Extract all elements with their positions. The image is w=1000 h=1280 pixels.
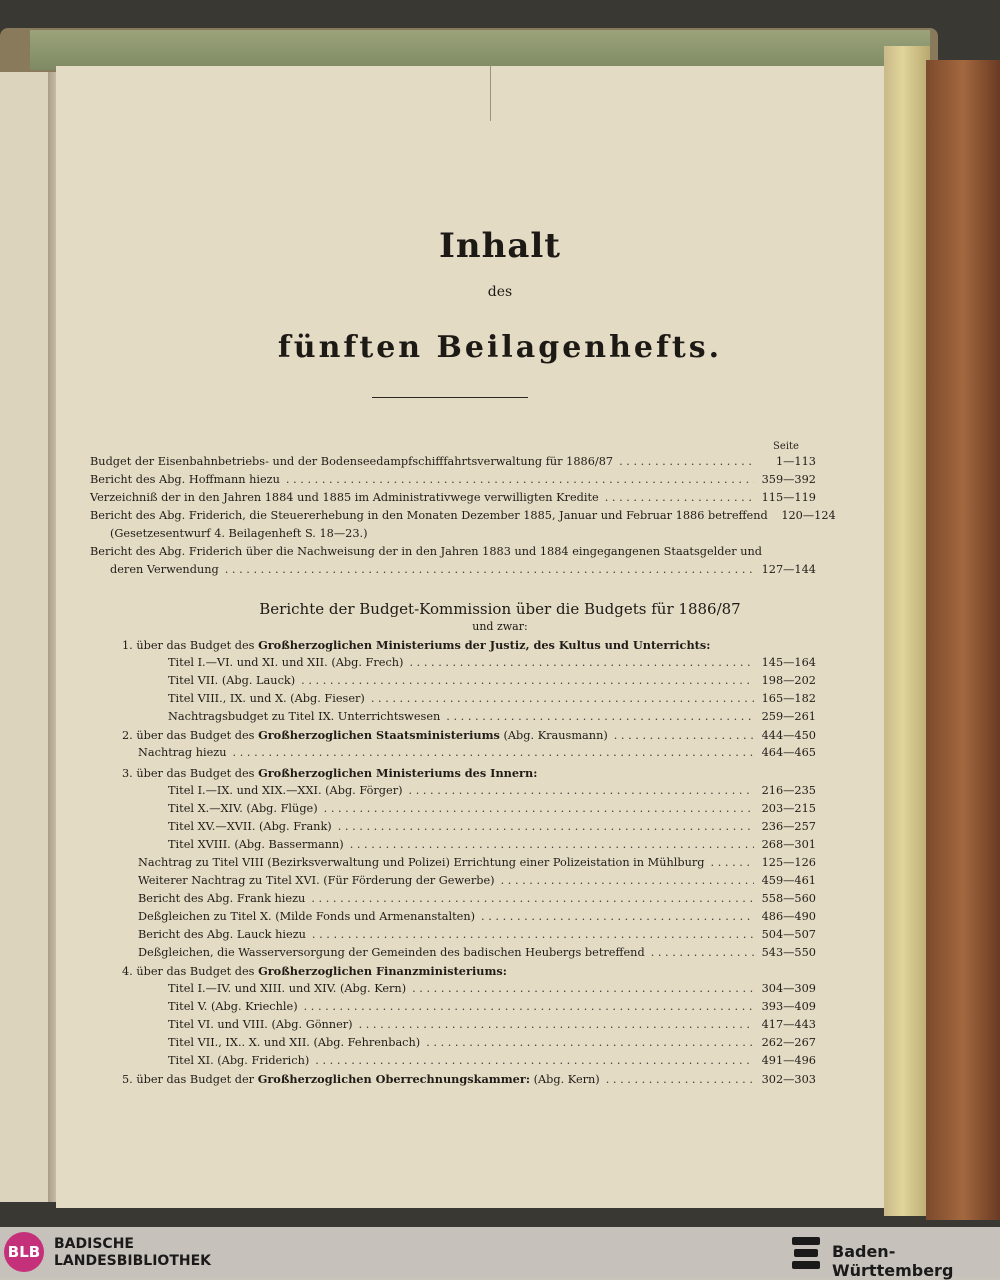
entry-pages: 359—392: [761, 473, 816, 486]
entry-label: Bericht des Abg. Friderich, die Steuererhebung in den Monaten Dezember 1885, Januar und Februar 1886 betreffend: [90, 509, 768, 522]
toc-subentry: [168, 1018, 816, 1035]
entry-pages: 203—215: [761, 802, 816, 815]
library-name-line1: BADISCHE: [54, 1236, 134, 1252]
library-name-line2: LANDESBIBLIOTHEK: [54, 1253, 212, 1269]
toc-subentry: [168, 656, 816, 673]
entry-label: Titel VII., IX.. X. und XII. (Abg. Fehrenbach): [168, 1036, 421, 1049]
entry-pages: 486—490: [761, 910, 816, 923]
entry-label: Verzeichniß der in den Jahren 1884 und 1885 im Administrativwege verwilligten Kredite: [90, 491, 599, 504]
toc-entry: [90, 491, 816, 508]
baden-wuerttemberg-lions-icon: [790, 1234, 822, 1272]
entry-label: Titel VIII., IX. und X. (Abg. Fieser): [168, 692, 365, 705]
leader-dots: [614, 729, 754, 742]
leader-dots: [481, 910, 754, 923]
toc-subentry: [168, 1000, 816, 1017]
leader-dots: [311, 892, 754, 905]
entry-label-part: 1. über das Budget des: [122, 639, 255, 652]
entry-label: Titel I.—VI. und XI. und XII. (Abg. Frech): [168, 656, 404, 669]
leader-dots: [312, 928, 754, 941]
entry-pages: 304—309: [761, 982, 816, 995]
toc-subentry: [168, 1054, 816, 1071]
entry-label: Nachtrag hiezu: [138, 746, 227, 759]
entry-pages: 543—550: [761, 946, 816, 959]
group-heading: [122, 1072, 816, 1089]
toc-entry: [90, 545, 816, 562]
toc-subentry: [168, 674, 816, 691]
entry-pages: 236—257: [761, 820, 816, 833]
toc-entry: [90, 455, 816, 472]
entry-pages: 127—144: [761, 563, 816, 576]
page-fold-line: [490, 66, 491, 121]
section-subheading: und zwar:: [472, 620, 528, 633]
state-name: Baden-Württemberg: [832, 1242, 954, 1280]
entry-label-bold: Großherzoglichen Staatsministeriums: [258, 728, 500, 742]
entry-label-bold: Großherzoglichen Ministeriums des Innern:: [258, 766, 538, 780]
leader-dots: [501, 874, 754, 887]
toc-subentry: [138, 874, 816, 891]
toc-subentry: [138, 746, 816, 763]
leader-dots: [619, 455, 754, 468]
entry-label: [122, 766, 537, 780]
title-connector: des: [487, 284, 513, 300]
entry-pages: 198—202: [761, 674, 816, 687]
entry-label: Bericht des Abg. Friderich über die Nachweisung der in den Jahren 1883 und 1884 eingegangenen Staatsgelder und: [90, 545, 762, 558]
leader-dots: [412, 982, 754, 995]
leader-dots: [315, 1054, 754, 1067]
entry-label: Titel I.—IV. und XIII. und XIV. (Abg. Kern): [168, 982, 407, 995]
entry-pages: 459—461: [761, 874, 816, 887]
entry-label-part: (Abg. Krausmann): [503, 729, 608, 742]
entry-pages: 115—119: [761, 491, 816, 504]
entry-label: Titel VII. (Abg. Lauck): [168, 674, 296, 687]
entry-label: Titel XV.—XVII. (Abg. Frank): [168, 820, 332, 833]
page-column-header: Seite: [773, 441, 799, 452]
entry-label-bold: Großherzoglichen Oberrechnungskammer:: [257, 1072, 530, 1086]
leader-dots: [711, 856, 754, 869]
entry-label-bold: Großherzoglichen Ministeriums der Justiz, des Kultus und Unterrichts:: [258, 638, 711, 652]
toc-subentry: [168, 692, 816, 709]
entry-label: Deßgleichen, die Wasserversorgung der Gemeinden des badischen Heubergs betreffend: [138, 946, 645, 959]
page-title: Inhalt: [439, 226, 561, 266]
leader-dots: [426, 1036, 754, 1049]
entry-label: Budget der Eisenbahnbetriebs- und der Bodenseedampfschifffahrtsverwaltung für 1886/87: [90, 455, 614, 468]
leader-dots: [225, 563, 754, 576]
leader-dots: [409, 784, 754, 797]
entry-pages: 558—560: [761, 892, 816, 905]
leader-dots: [286, 473, 754, 486]
page-edge-top: [30, 30, 930, 70]
toc-entry: [110, 563, 816, 580]
toc-subentry: [168, 820, 816, 837]
toc-subentry: [168, 802, 816, 819]
entry-label: [122, 964, 507, 978]
leader-dots: [605, 491, 754, 504]
entry-label-part: 4. über das Budget des: [122, 965, 255, 978]
leader-dots: [233, 746, 754, 759]
leader-dots: [301, 674, 754, 687]
leader-dots: [350, 838, 754, 851]
entry-pages: 464—465: [761, 746, 816, 759]
entry-pages: 302—303: [761, 1073, 816, 1086]
entry-label: Weiterer Nachtrag zu Titel XVI. (Für Förderung der Gewerbe): [138, 874, 495, 887]
entry-label: [122, 638, 710, 652]
leader-dots: [606, 1073, 754, 1086]
group-heading: [122, 728, 816, 745]
group-heading: [122, 964, 816, 981]
entry-pages: 165—182: [761, 692, 816, 705]
group-heading: [122, 638, 816, 655]
entry-pages: 120—124: [781, 509, 836, 522]
leader-dots: [304, 1000, 754, 1013]
entry-label: Titel V. (Abg. Kriechle): [168, 1000, 298, 1013]
entry-label: [122, 1072, 600, 1086]
blb-logo[interactable]: BLB: [4, 1232, 44, 1272]
entry-label: Titel XI. (Abg. Friderich): [168, 1054, 310, 1067]
toc-subentry: [168, 1036, 816, 1053]
entry-label: [122, 728, 608, 742]
entry-label: Deßgleichen zu Titel X. (Milde Fonds und Armenanstalten): [138, 910, 476, 923]
entry-pages: 444—450: [761, 729, 816, 742]
entry-pages: 125—126: [761, 856, 816, 869]
entry-label-part: 5. über das Budget der: [122, 1073, 255, 1086]
title-divider: [372, 397, 528, 398]
entry-pages: 262—267: [761, 1036, 816, 1049]
entry-label-part: (Abg. Kern): [533, 1073, 600, 1086]
toc-subentry: [168, 784, 816, 801]
toc-subentry: [168, 838, 816, 855]
toc-entry-continuation: (Gesetzesentwurf 4. Beilagenheft S. 18—23.): [110, 527, 368, 540]
toc-entry: [90, 473, 816, 490]
toc-subentry: [138, 910, 816, 927]
entry-label-part: 3. über das Budget des: [122, 767, 255, 780]
entry-label: Nachtrag zu Titel VIII (Bezirksverwaltung und Polizei) Errichtung einer Polizeistation in Mühlburg: [138, 856, 705, 869]
entry-pages: 504—507: [761, 928, 816, 941]
page-subtitle: fünften Beilagenhefts.: [277, 330, 723, 365]
toc-subentry: [138, 928, 816, 945]
entry-label: Bericht des Abg. Frank hiezu: [138, 892, 306, 905]
entry-label: Titel VI. und VIII. (Abg. Gönner): [168, 1018, 353, 1031]
entry-label: Bericht des Abg. Lauck hiezu: [138, 928, 306, 941]
toc-subentry: [168, 982, 816, 999]
entry-label: Titel I.—IX. und XIX.—XXI. (Abg. Förger): [168, 784, 403, 797]
group-heading: [122, 766, 816, 783]
entry-label: Titel X.—XIV. (Abg. Flüge): [168, 802, 318, 815]
leader-dots: [359, 1018, 754, 1031]
leader-dots: [409, 656, 754, 669]
entry-label-part: 2. über das Budget des: [122, 729, 255, 742]
entry-label: deren Verwendung: [110, 563, 219, 576]
entry-pages: 393—409: [761, 1000, 816, 1013]
entry-pages: 268—301: [761, 838, 816, 851]
entry-pages: 1—113: [775, 455, 816, 468]
toc-subentry: [138, 892, 816, 909]
toc-subentry: [168, 710, 816, 727]
toc-subentry: [138, 856, 816, 873]
toc-entry: [90, 509, 836, 526]
entry-pages: 417—443: [761, 1018, 816, 1031]
entry-label: Nachtragsbudget zu Titel IX. Unterrichtswesen: [168, 710, 441, 723]
section-heading: Berichte der Budget-Kommission über die Budgets für 1886/87: [259, 600, 741, 618]
toc-subentry: [138, 946, 816, 963]
leader-dots: [371, 692, 754, 705]
leader-dots: [446, 710, 754, 723]
entry-pages: 216—235: [761, 784, 816, 797]
entry-label-bold: Großherzoglichen Finanzministeriums:: [258, 964, 507, 978]
leader-dots: [338, 820, 754, 833]
leader-dots: [651, 946, 754, 959]
leader-dots: [324, 802, 754, 815]
entry-pages: 259—261: [761, 710, 816, 723]
entry-label: Titel XVIII. (Abg. Bassermann): [168, 838, 344, 851]
entry-pages: 491—496: [761, 1054, 816, 1067]
entry-pages: 145—164: [761, 656, 816, 669]
entry-label: Bericht des Abg. Hoffmann hiezu: [90, 473, 280, 486]
